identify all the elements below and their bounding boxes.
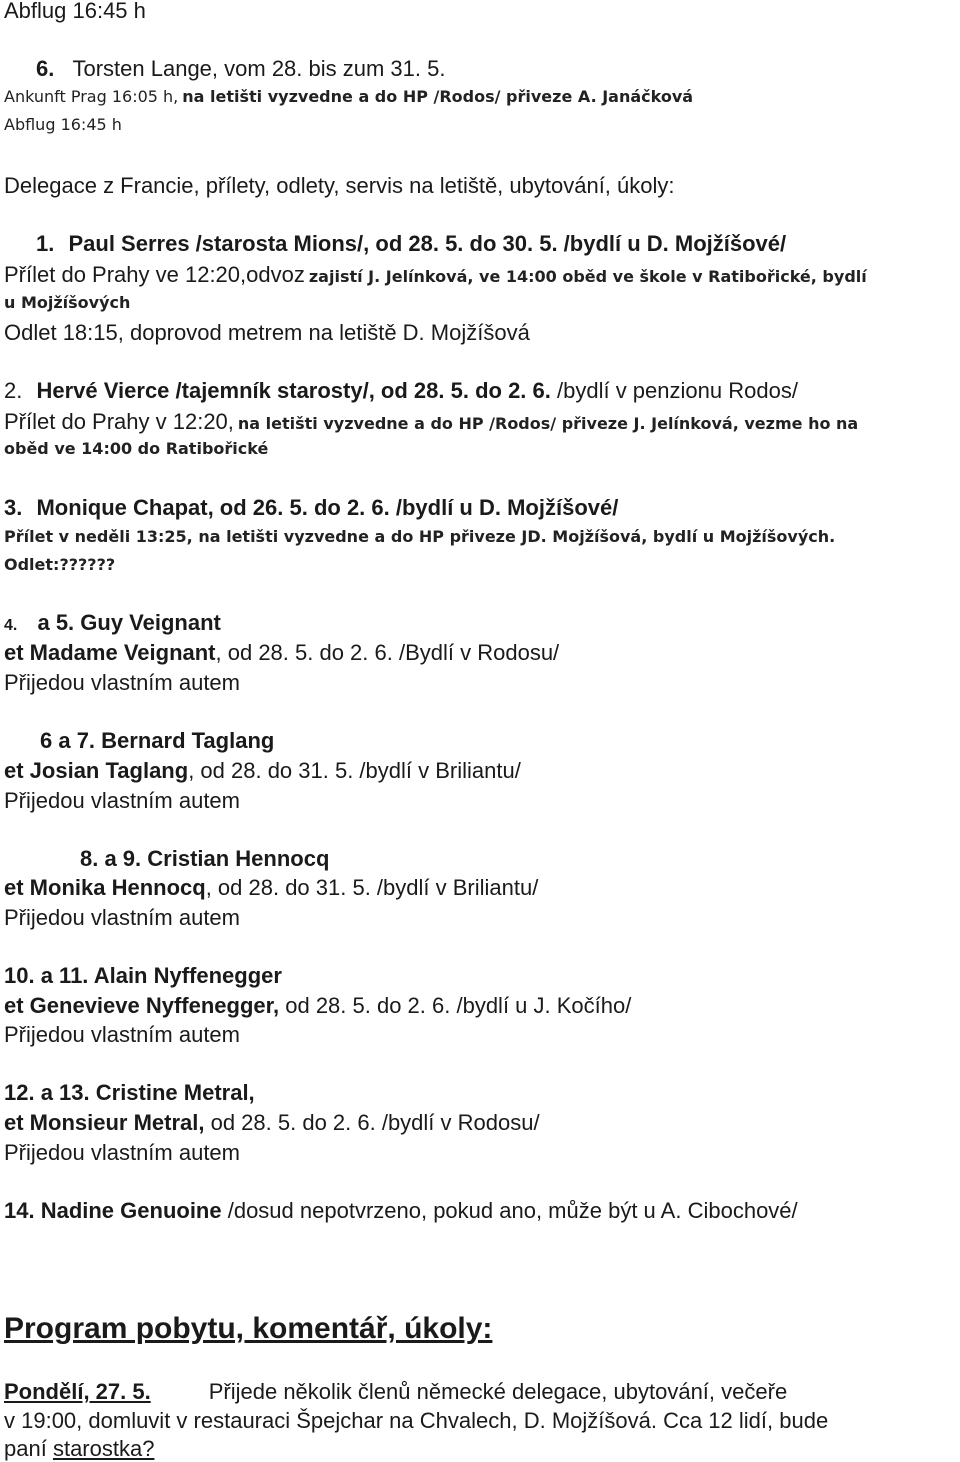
entry-name: 14. Nadine Genuoine <box>4 1198 222 1223</box>
entry-name: Hervé Vierce /tajemník starosty/, od 28. 5. do 2. 6. <box>36 378 551 403</box>
entry-6-arrival <box>4 89 693 106</box>
entry-name: et Madame Veignant <box>4 640 216 665</box>
entry-lodging: /bydlí v penzionu Rodos/ <box>557 378 798 403</box>
entry-12-13-title: 12. a 13. Cristine Metral, <box>4 1080 255 1105</box>
entry-details: , od 28. 5. do 2. 6. /Bydlí v Rodosu/ <box>215 640 560 665</box>
entry-name: et Genevieve Nyffenegger, <box>4 993 280 1018</box>
entry-number: 2. <box>4 378 23 403</box>
entry-details: od 28. 5. do 2. 6. /bydlí u J. Kočího/ <box>279 993 632 1018</box>
arrival-detail: na letišti vyzvedne a do HP /Rodos/ přiveze J. Jelínková, vezme ho na <box>237 414 859 433</box>
entry-number: 1. <box>36 231 55 256</box>
entry-1-arrival-cont: u Mojžíšových <box>4 293 131 312</box>
entry-2-arrival-cont: oběd ve 14:00 do Ratibořické <box>4 439 269 458</box>
entry-6-7-transport: Přijedou vlastním autem <box>4 788 240 813</box>
entry-details: , od 28. do 31. 5. /bydlí v Briliantu/ <box>205 875 539 900</box>
day-label: Pondělí, 27. 5. <box>4 1379 151 1404</box>
arrival-detail: na letišti vyzvedne a do HP /Rodos/ přiveze A. Janáčková <box>182 87 694 106</box>
arrival-text: Přílet do Prahy ve 12:20,odvoz <box>4 262 305 287</box>
entry-text: Paul Serres /starosta Mions/, od 28. 5. do 30. 5. /bydlí u D. Mojžíšové/ <box>68 231 787 256</box>
arrival-detail: zajistí J. Jelínková, ve 14:00 oběd ve škole v Ratibořické, bydlí <box>308 267 867 286</box>
day-text: Přijede několik členů německé delegace, ubytování, večeře <box>208 1379 788 1404</box>
entry-2-title <box>4 380 798 402</box>
monday-line-2: v 19:00, domluvit v restauraci Špejchar na Chvalech, D. Mojžíšová. Cca 12 lidí, bude <box>4 1408 829 1433</box>
entry-6-7-names <box>4 760 521 782</box>
entry-6-7-title: 6 a 7. Bernard Taglang <box>40 728 275 753</box>
entry-3-arrival: Přílet v neděli 13:25, na letišti vyzvedne a do HP přiveze JD. Mojžíšová, bydlí u Mojžíšových. <box>4 527 836 546</box>
arrival-text: Přílet do Prahy v 12:20, <box>4 409 234 434</box>
entry-10-11-names <box>4 995 631 1017</box>
entry-1-departure: Odlet 18:15, doprovod metrem na letiště D. Mojžíšová <box>4 320 530 345</box>
entry-name: et Monika Hennocq <box>4 875 206 900</box>
entry-text: a 5. Guy Veignant <box>37 610 221 635</box>
entry-text: Monique Chapat, od 26. 5. do 2. 6. /bydlí u D. Mojžíšové/ <box>36 495 619 520</box>
entry-10-11-title: 10. a 11. Alain Nyffenegger <box>4 963 282 988</box>
monday-line <box>4 1381 787 1403</box>
entry-8-9-title: 8. a 9. Cristian Hennocq <box>80 846 330 871</box>
entry-name: et Josian Taglang <box>4 758 189 783</box>
section-title-france: Delegace z Francie, přílety, odlety, servis na letiště, ubytování, úkoly: <box>4 173 675 198</box>
entry-14-title <box>4 1200 798 1222</box>
monday-line-3 <box>4 1438 154 1460</box>
program-heading: Program pobytu, komentář, úkoly: <box>4 1312 493 1345</box>
entry-6-departure: Abflug 16:45 h <box>4 115 122 134</box>
entry-3-departure: Odlet:?????? <box>4 555 116 574</box>
entry-2-arrival <box>4 411 858 433</box>
entry-8-9-transport: Přijedou vlastním autem <box>4 905 240 930</box>
entry-4-names <box>4 642 559 664</box>
entry-3-title <box>4 497 618 519</box>
entry-12-13-names <box>4 1112 540 1134</box>
entry-number: 3. <box>4 495 23 520</box>
entry-details: /dosud nepotvrzeno, pokud ano, může být u A. Cibochové/ <box>221 1198 798 1223</box>
entry-text: Torsten Lange, vom 28. bis zum 31. 5. <box>72 56 446 81</box>
entry-12-13-transport: Přijedou vlastním autem <box>4 1140 240 1165</box>
entry-number: 4. <box>4 617 18 634</box>
entry-name: et Monsieur Metral, <box>4 1110 205 1135</box>
abflug-line: Abflug 16:45 h <box>4 0 146 23</box>
entry-1-arrival <box>4 264 867 286</box>
arrival-text: Ankunft Prag 16:05 h, <box>4 87 179 106</box>
entry-number: 6. <box>36 56 55 81</box>
entry-details: od 28. 5. do 2. 6. /bydlí v Rodosu/ <box>204 1110 540 1135</box>
entry-4-title <box>4 612 221 634</box>
entry-10-11-transport: Přijedou vlastním autem <box>4 1022 240 1047</box>
entry-4-transport: Přijedou vlastním autem <box>4 670 240 695</box>
entry-1-title <box>36 233 786 255</box>
line-text: paní <box>4 1436 47 1461</box>
entry-details: , od 28. do 31. 5. /bydlí v Briliantu/ <box>188 758 521 783</box>
mayor-question: starostka? <box>52 1436 155 1461</box>
entry-6-title <box>36 58 445 80</box>
entry-8-9-names <box>4 877 538 899</box>
